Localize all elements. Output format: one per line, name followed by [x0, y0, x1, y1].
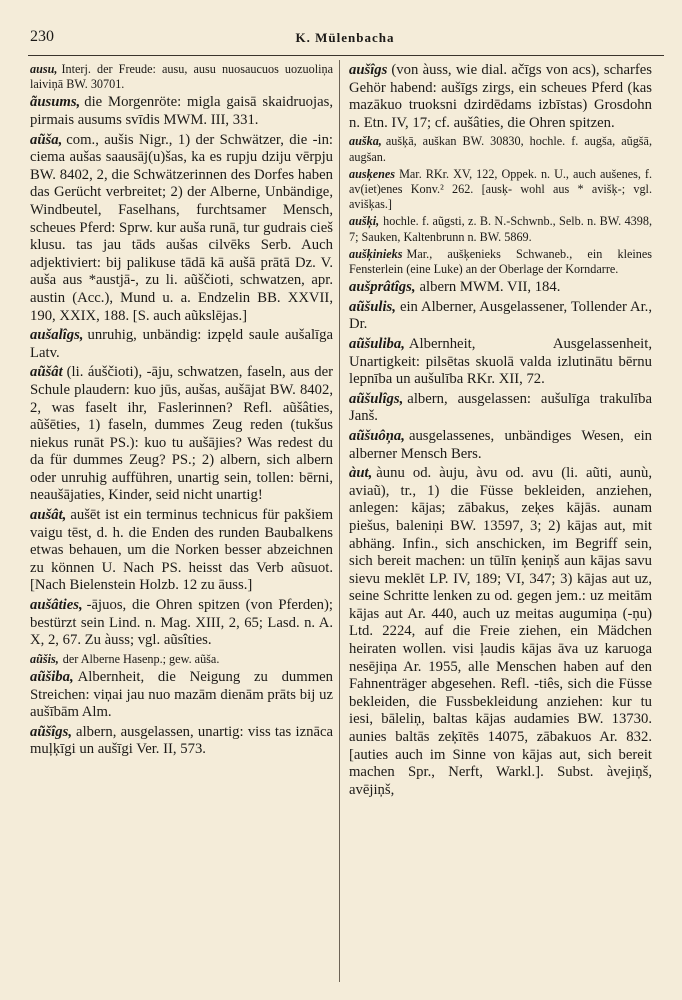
- entry-text: Mar., aušķenieks Schwaneb., ein kleines Fensterlein (eine Luke) an der Oberlage der Korndarre.: [349, 246, 652, 276]
- dictionary-entry: [349, 391, 652, 426]
- entry-text: albern MWM. VII, 184.: [419, 279, 561, 296]
- dictionary-entry: [349, 428, 652, 463]
- entry-text: aušēt ist ein terminus technicus für pakšiem vaigu tēst, d. h. die Enden des runden Baubalkens etwas behauen, um die Norken besser abzeichnen zu können U. Nach PS. heisst das Verb aũsuot. [Nach Bielenstein Holzb. 12 zu āuss.]: [30, 507, 333, 594]
- entry-headword: aũšât: [30, 364, 63, 381]
- entry-text: Mar. RKr. XV, 122, Oppek. n. U., auch aušenes, f. av(iet)enes Konv.² 262. [ausķ- wohl aus * avišķ-; vgl. avišķas.]: [349, 166, 652, 212]
- dictionary-entry: [349, 214, 652, 244]
- right-column: [349, 62, 652, 987]
- dictionary-entry: [349, 336, 652, 389]
- entry-headword: aũšuôņa,: [349, 427, 405, 444]
- column-divider: [339, 60, 340, 982]
- entry-text: com., aušis Nigr., 1) der Schwätzer, die -in: ciema aušas saausāj(u)šas, ka es rupju dziju vērpju BW. 8402, 2, die Schwätzerinnen des Dorfes haben das Gerücht verbreitet; 2) der Alberne, Unbändige, Windbeutel, Faselhans, furchtsamer Mensch, scheues Pferd: Sprw. kur auša runā, tur gudrais cieš klusu. tas jau tāds aušas cilvēks Serb. Auch adjektiviert: bij palikuse tādā kā aušā prātā Dz. V. auša aus *austjā-, zu li. aũščioti, schwatzen, apr. austin (Acc.), Mund u. a. Endzelin BB. XXVII, 190, XXIX, 188. [S. auch aũkslējas.]: [30, 131, 333, 324]
- entry-text: -ājuos, die Ohren spitzen (von Pferden); bestürzt sein Lind. n. Mag. XIII, 2, 65; Lasd. n. A. X, 2, 67. Zu àuss; vgl. aũsîties.: [30, 597, 333, 649]
- entry-headword: aušalîgs,: [30, 327, 84, 344]
- entry-text: albern, ausgelassen: aušulīga trakulība Janš.: [349, 390, 652, 425]
- entry-text: aušķā, auškan BW. 30830, hochle. f. augša, aũgšā, augšan.: [349, 134, 652, 164]
- dictionary-entry: [349, 279, 652, 297]
- entry-headword: auška,: [349, 134, 382, 149]
- dictionary-entry: [349, 167, 652, 213]
- dictionary-entry: [349, 299, 652, 334]
- dictionary-entry: [30, 724, 333, 759]
- entry-headword: aušât,: [30, 507, 67, 524]
- dictionary-entry: [30, 94, 333, 129]
- entry-headword: ausķenes: [349, 166, 396, 181]
- entry-headword: aũšulîgs,: [349, 390, 404, 407]
- entry-headword: ãusums,: [30, 94, 81, 111]
- dictionary-entry: [349, 134, 652, 164]
- entry-text: unruhig, unbändig: izpęld saule aušalīga Latv.: [30, 327, 333, 361]
- entry-text: hochle. f. aũgsti, z. B. N.-Schwnb., Selb. n. BW. 4398, 7; Sauken, Kaltenbrunn n. BW. 5869.: [349, 214, 652, 244]
- entry-headword: aũša,: [30, 131, 63, 148]
- dictionary-entry: [30, 62, 333, 92]
- entry-headword: ausu,: [30, 62, 58, 76]
- dictionary-entry: [30, 132, 333, 326]
- entry-headword: aũšîgs,: [30, 723, 73, 740]
- entry-text: (von àuss, wie dial. ačīgs von acs), scharfes Gehör habend: aušīgs zirgs, ein scheues Pferd (kas mazākuo truoksni dzirdēdams izbīstas) Grosdohn n. Etn. IV, 17; cf. aušâties, die Ohren spitzen.: [349, 62, 652, 131]
- entry-headword: aũšiba,: [30, 669, 74, 686]
- entry-headword: aũšulis,: [349, 298, 396, 315]
- header-rule: [28, 55, 664, 56]
- entry-text: Albernheit, die Neigung zu dummen Streichen: viņai jau nuo mazām dienām prāts bij uz aušībām Alm.: [30, 669, 333, 721]
- dictionary-entry: [349, 247, 652, 277]
- entry-headword: aušķinieks: [349, 246, 403, 261]
- dictionary-entry: [349, 465, 652, 799]
- entry-headword: aũšis,: [30, 651, 59, 666]
- dictionary-entry: [30, 652, 333, 667]
- dictionary-entry: [30, 597, 333, 650]
- running-head: K. Mülenbacha: [295, 30, 395, 45]
- entry-text: albern, ausgelassen, unartig: viss tas iznāca muļķīgi un aušīgi Ver. II, 573.: [30, 723, 333, 758]
- entry-headword: aušîgs: [349, 62, 388, 78]
- dictionary-entry: [30, 364, 333, 505]
- entry-headword: aušķi,: [349, 214, 380, 229]
- entry-headword: aũšuliba,: [349, 335, 405, 352]
- entry-text: ausgelassenes, unbändiges Wesen, ein alberner Mensch Bers.: [349, 427, 652, 462]
- entry-headword: aušâties,: [30, 597, 83, 614]
- dictionary-entry: [349, 62, 652, 132]
- entry-headword: aušprâtîgs,: [349, 279, 416, 296]
- entry-text: die Morgenröte: migla gaisā skaidruojas, pirmais ausums svīdis MWM. III, 331.: [30, 94, 333, 128]
- dictionary-entry: [30, 327, 333, 362]
- entry-text: (li. áuščioti), -āju, schwatzen, faseln, aus der Schule plaudern: kuo jūs, aušas, aušājat BW. 8402, 2, was faselt ihr, Faslerinnen? Refl. aũšâties, aũšēties, 1) faseln, dummes Zeug reden (tukšus niekus runāt PS.): kuo tu aušājies? Was redest du da für dummes Zeug? PS.; 2) albern, sich albern oder unruhig aufführen, unartig sein, tollen: bērni, neaušājaties, Kinder, seid nicht unartig!: [30, 364, 333, 504]
- entry-headword: àut,: [349, 465, 373, 482]
- left-column: [30, 62, 333, 987]
- entry-text: àunu od. àuju, àvu od. avu (li. aũti, aunù, aviaũ), tr., 1) die Füsse bekleiden, anziehen, anlegen: kājas; zābakus, zeķes kājās. aunam piešus, baleniņi BW. 13597, 3; 2) kājas aut, mit abhäng. Infin., sich anschicken, im Begriff sein, sich bereit machen: un tūlīn ķeniņš aun kājas savu sievu meklēt LP. IV, 189; VI, 347; 3) kājas aut uz, seine Schritte lenken zu od. gegen jem.: uz meitām kājas aut Ar. 440, auch uz meitas augumiņa (-ņu) Ltd. 2224, auf die Freie ziehen, ein Mädchen heiraten wollen. visi ļaudis kājas āva uz karuoga nesējiņa Ar. 1955, alle Menschen haben auf den Fahnenträger abgesehen. Refl. -tiês, sich die Füsse bekleiden, die Fussbekleidung anziehen: kur tu iesi, bāleliņ, baltas kājas audamies BW. 13730. aunies baltās zeķītēs 14075, zābakuos Ar. 832. [auties auch im Sinne von kājas aut, sich bereit machen Spr., Nerft, Warkl.]. Subst. àvejiņš, avējiņš,: [349, 465, 652, 798]
- page-header: [30, 24, 660, 52]
- dictionary-entry: [30, 669, 333, 722]
- entry-text: ein Alberner, Ausgelassener, Tollender Ar., Dr.: [349, 298, 652, 333]
- page-number: 230: [30, 28, 54, 45]
- entry-text: Albernheit, Ausgelassenheit, Unartigkeit: pilsētas skuolā valda izlutinātu bērnu lepnība un aušulība RKr. XII, 72.: [349, 335, 652, 388]
- entry-text: Interj. der Freude: ausu, ausu nuosaucuos uozuoliņa laiviņā BW. 30701.: [30, 62, 333, 92]
- entry-text: der Alberne Hasenp.; gew. aũša.: [62, 651, 220, 666]
- dictionary-entry: [30, 507, 333, 595]
